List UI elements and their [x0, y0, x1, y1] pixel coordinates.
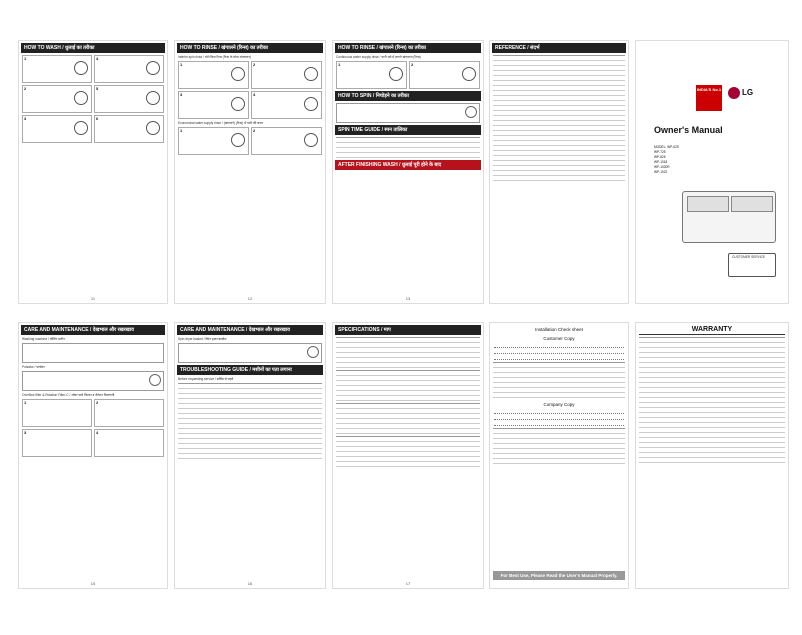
page-number: 16 [247, 581, 253, 586]
brand-name: LG [742, 88, 754, 97]
step-cell: 1 [22, 55, 92, 83]
subheading: Economical water supply rinse / (खंगालने) (रिन्स) में पानी की बचत [178, 121, 263, 125]
step-cell: 1 [178, 127, 249, 155]
section-header: HOW TO RINSE / खंगालने (रिन्स) का तरीका [177, 43, 323, 53]
step-cell: 6 [94, 115, 164, 143]
installation-title: Installation Check sheet [535, 327, 583, 332]
subheading: Spin dryer basket / स्पिन ड्रायर बास्केट [178, 337, 227, 341]
spec-table [336, 370, 480, 401]
dial-icon [389, 67, 403, 81]
page-specifications [332, 322, 484, 589]
page-number: 17 [405, 581, 411, 586]
spin-time-table [336, 137, 480, 158]
spin-basket-notes [178, 343, 322, 363]
pulsator-icon [149, 374, 161, 386]
spin-instructions [336, 103, 480, 123]
step-cell: 3 [22, 429, 92, 457]
section-header: AFTER FINISHING WASH / धुलाई पूरी होने के बाद [335, 160, 481, 170]
subheading: Interim spin rinse / धोने बिना रिन्स (रिन्स के धोवा अंतरालन) [178, 55, 251, 59]
india-no1-badge: INDIA'S No.1 [696, 85, 722, 111]
reference-table [493, 55, 625, 181]
step-cell: 2 [22, 85, 92, 113]
section-header: HOW TO RINSE / खंगालने (रिन्स) का तरीका [335, 43, 481, 53]
page-number: 12 [247, 296, 253, 301]
dial-icon [231, 97, 245, 111]
troubleshooting-table [178, 383, 322, 459]
step-cell: 3 [178, 91, 249, 119]
filter-steps-grid [22, 399, 164, 457]
section-header: CARE AND MAINTENANCE / देखभाल और रखरखाव [177, 325, 323, 335]
cover-title: Owner's Manual [654, 125, 723, 135]
dial-icon [462, 67, 476, 81]
page-number: 15 [90, 581, 96, 586]
warranty-text [639, 337, 785, 463]
customer-service-box: CUSTOMER SERVICE [728, 253, 776, 277]
dial-icon [304, 67, 318, 81]
step-cell: 1 [22, 399, 92, 427]
page-cover [635, 40, 789, 304]
dial-icon [146, 121, 160, 135]
step-cell: 2 [251, 127, 322, 155]
subheading: Before requesting service / सर्विस से पहले [178, 377, 234, 381]
steps-grid [336, 61, 480, 89]
dial-icon [74, 61, 88, 75]
page-care-maintenance [18, 322, 168, 589]
step-cell: 2 [251, 61, 322, 89]
page-number: 13 [405, 296, 411, 301]
section-header: SPIN TIME GUIDE / स्पन तालिका [335, 125, 481, 135]
page-reference [489, 40, 629, 304]
steps-grid [22, 55, 164, 143]
spec-table [336, 403, 480, 434]
page-warranty [635, 322, 789, 589]
model-list: MODEL: WP-625 WP-725 WP-825 WP-1018 WP-1020R WP-1022 [654, 145, 679, 174]
page-how-to-rinse-continuous [332, 40, 484, 304]
section-header: HOW TO SPIN / निचोड़ने का तरीका [335, 91, 481, 101]
section-header: HOW TO WASH / धुलाई का तरीका [21, 43, 165, 53]
page-installation-check [489, 322, 629, 589]
warranty-title: WARRANTY [639, 326, 785, 335]
subheading: Overflow filter & Rotation Filter-C / ओवर फ्लो फिल्टर व रोटेशन फिल्टरशी [22, 393, 115, 397]
check-table [493, 428, 625, 464]
basket-icon [307, 346, 319, 358]
step-cell: 2 [409, 61, 480, 89]
step-cell: 1 [336, 61, 407, 89]
steps-grid [178, 61, 322, 119]
lg-logo-icon [728, 87, 740, 99]
dial-icon [304, 97, 318, 111]
section-header: REFERENCE / संदर्भ [492, 43, 626, 53]
best-use-banner: For Best Use, Please Read the User's Manual Properly. [493, 571, 625, 580]
customer-copy-title: Customer Copy [543, 336, 575, 341]
steps-grid [178, 127, 322, 155]
dial-icon [74, 121, 88, 135]
step-cell: 1 [178, 61, 249, 89]
step-cell: 2 [94, 399, 164, 427]
dial-icon [304, 133, 318, 147]
spec-table [336, 436, 480, 467]
step-cell: 4 [94, 429, 164, 457]
section-header: TROUBLESHOOTING GUIDE / मशीनों का पता लगाना [177, 365, 323, 375]
dial-icon [146, 61, 160, 75]
page-care-troubleshooting [174, 322, 326, 589]
check-table [493, 362, 625, 398]
page-how-to-rinse-interim [174, 40, 326, 304]
page-number: 11 [90, 296, 96, 301]
step-cell: 5 [94, 85, 164, 113]
subheading: Pulsator / पल्सेटर [22, 365, 45, 369]
dial-icon [74, 91, 88, 105]
spec-table [336, 337, 480, 368]
section-header: SPECIFICATIONS / माप [335, 325, 481, 335]
company-copy-title: Company Copy [543, 402, 575, 407]
dial-icon [231, 67, 245, 81]
safety-cover-icon [465, 106, 477, 118]
page-how-to-wash [18, 40, 168, 304]
subheading: Washing machine / वॉशिंग मशीन [22, 337, 65, 341]
washing-machine-illustration [682, 191, 776, 243]
step-cell: 3 [22, 115, 92, 143]
washing-machine-notes [22, 343, 164, 363]
step-cell: 4 [251, 91, 322, 119]
section-header: CARE AND MAINTENANCE / देखभाल और रखरखाव [21, 325, 165, 335]
pulsator-notes [22, 371, 164, 391]
dial-icon [231, 133, 245, 147]
dial-icon [146, 91, 160, 105]
subheading: Continuous water supply rinse / पानी चर्म में लगाते खंगालना (रिन्स) [336, 55, 421, 59]
step-cell: 4 [94, 55, 164, 83]
